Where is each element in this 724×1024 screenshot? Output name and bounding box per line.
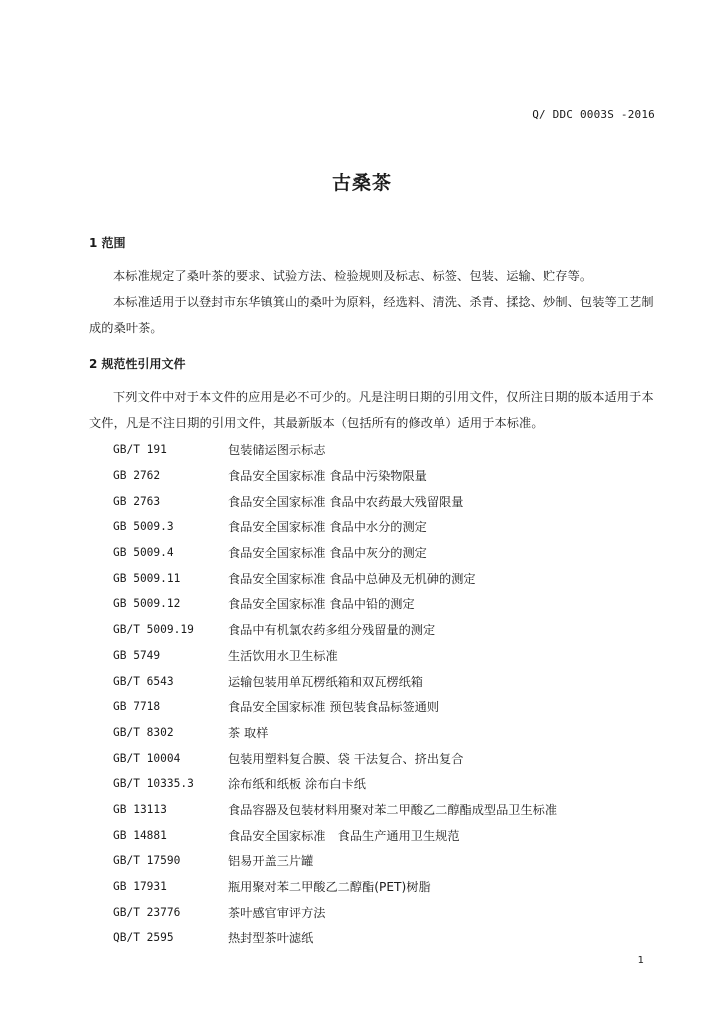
reference-row: [113, 797, 653, 823]
reference-row: [113, 694, 653, 720]
reference-code: GB 14881: [113, 828, 167, 842]
reference-title: 热封型茶叶滤纸: [228, 931, 314, 946]
reference-title: 包装储运图示标志: [228, 443, 326, 458]
reference-code: GB 5749: [113, 648, 161, 662]
page-number: 1: [637, 955, 644, 966]
header-divider: [85, 127, 655, 128]
reference-title: 食品容器及包装材料用聚对苯二甲酸乙二醇酯成型品卫生标准: [228, 802, 558, 817]
reference-code: GB/T 10004: [113, 751, 181, 765]
reference-row: [113, 899, 653, 925]
reference-code: GB 13113: [113, 802, 167, 816]
reference-row: [113, 488, 653, 514]
reference-code: GB 17931: [113, 880, 167, 894]
reference-title: 食品安全国家标准 食品中铅的测定: [228, 597, 415, 612]
reference-title: 涂布纸和纸板 涂布白卡纸: [228, 777, 366, 792]
reference-code: GB 2763: [113, 494, 161, 508]
reference-code: GB 5009.3: [113, 520, 174, 534]
reference-title: 食品安全国家标准 食品生产通用卫生规范: [228, 828, 460, 843]
reference-title: 运输包装用单瓦楞纸箱和双瓦楞纸箱: [228, 674, 423, 689]
reference-code: GB/T 17590: [113, 854, 181, 868]
reference-code: GB/T 23776: [113, 905, 181, 919]
section-heading-scope: 1 范围: [89, 236, 126, 250]
reference-code: GB 5009.4: [113, 546, 174, 560]
reference-row: [113, 720, 653, 746]
reference-title: 包装用塑料复合膜、袋 干法复合、挤出复合: [228, 751, 464, 766]
reference-row: [113, 540, 653, 566]
scope-paragraph-2: 本标准适用于以登封市东华镇箕山的桑叶为原料，经选料、清洗、杀青、揉捻、炒制、包装等工艺制成的桑叶茶。: [89, 295, 654, 335]
reference-code: GB/T 6543: [113, 674, 174, 688]
document-title: 古桑茶: [331, 172, 392, 194]
reference-title: 食品中有机氯农药多组分残留量的测定: [228, 623, 436, 638]
reference-title: 瓶用聚对苯二甲酸乙二醇酯(PET)树脂: [228, 880, 431, 895]
reference-title: 食品安全国家标准 食品中水分的测定: [228, 520, 427, 535]
reference-row: [113, 925, 653, 951]
reference-title: 铝易开盖三片罐: [228, 854, 314, 869]
reference-row: [113, 617, 653, 643]
reference-row: [113, 463, 653, 489]
reference-code: GB/T 8302: [113, 725, 174, 739]
reference-row: [113, 643, 653, 669]
reference-title: 食品安全国家标准 食品中灰分的测定: [228, 546, 427, 561]
reference-title: 食品安全国家标准 食品中污染物限量: [228, 469, 427, 484]
reference-row: [113, 848, 653, 874]
reference-row: [113, 514, 653, 540]
reference-title: 食品安全国家标准 食品中总砷及无机砷的测定: [228, 571, 476, 586]
reference-row: [113, 771, 653, 797]
scope-paragraph-1: 本标准规定了桑叶茶的要求、试验方法、检验规则及标志、标签、包装、运输、贮存等。: [113, 269, 593, 283]
reference-code: GB 2762: [113, 469, 161, 483]
references-intro-paragraph: 下列文件中对于本文件的应用是必不可少的。凡是注明日期的引用文件，仅所注日期的版本适用于本文件，凡是不注日期的引用文件，其最新版本（包括所有的修改单）适用于本标准。: [89, 390, 654, 430]
reference-row: [113, 668, 653, 694]
reference-title: 茶叶感官审评方法: [228, 905, 326, 920]
reference-code: GB 5009.12: [113, 597, 181, 611]
section-heading-references: 2 规范性引用文件: [89, 357, 186, 371]
reference-code: GB/T 10335.3: [113, 777, 194, 791]
reference-code: GB/T 5009.19: [113, 623, 194, 637]
reference-title: 食品安全国家标准 食品中农药最大残留限量: [228, 494, 464, 509]
reference-code: GB 7718: [113, 700, 161, 714]
reference-row: [113, 874, 653, 900]
reference-title: 茶 取样: [228, 725, 269, 740]
reference-code: QB/T 2595: [113, 931, 174, 945]
reference-title: 生活饮用水卫生标准: [228, 648, 338, 663]
reference-row: [113, 565, 653, 591]
document-code: Q/ DDC 0003S -2016: [532, 108, 655, 121]
reference-row: [113, 591, 653, 617]
reference-row: [113, 437, 653, 463]
reference-row: [113, 745, 653, 771]
reference-code: GB/T 191: [113, 443, 167, 457]
reference-row: [113, 822, 653, 848]
reference-title: 食品安全国家标准 预包装食品标签通则: [228, 700, 440, 715]
reference-list: [113, 437, 653, 951]
reference-code: GB 5009.11: [113, 571, 181, 585]
